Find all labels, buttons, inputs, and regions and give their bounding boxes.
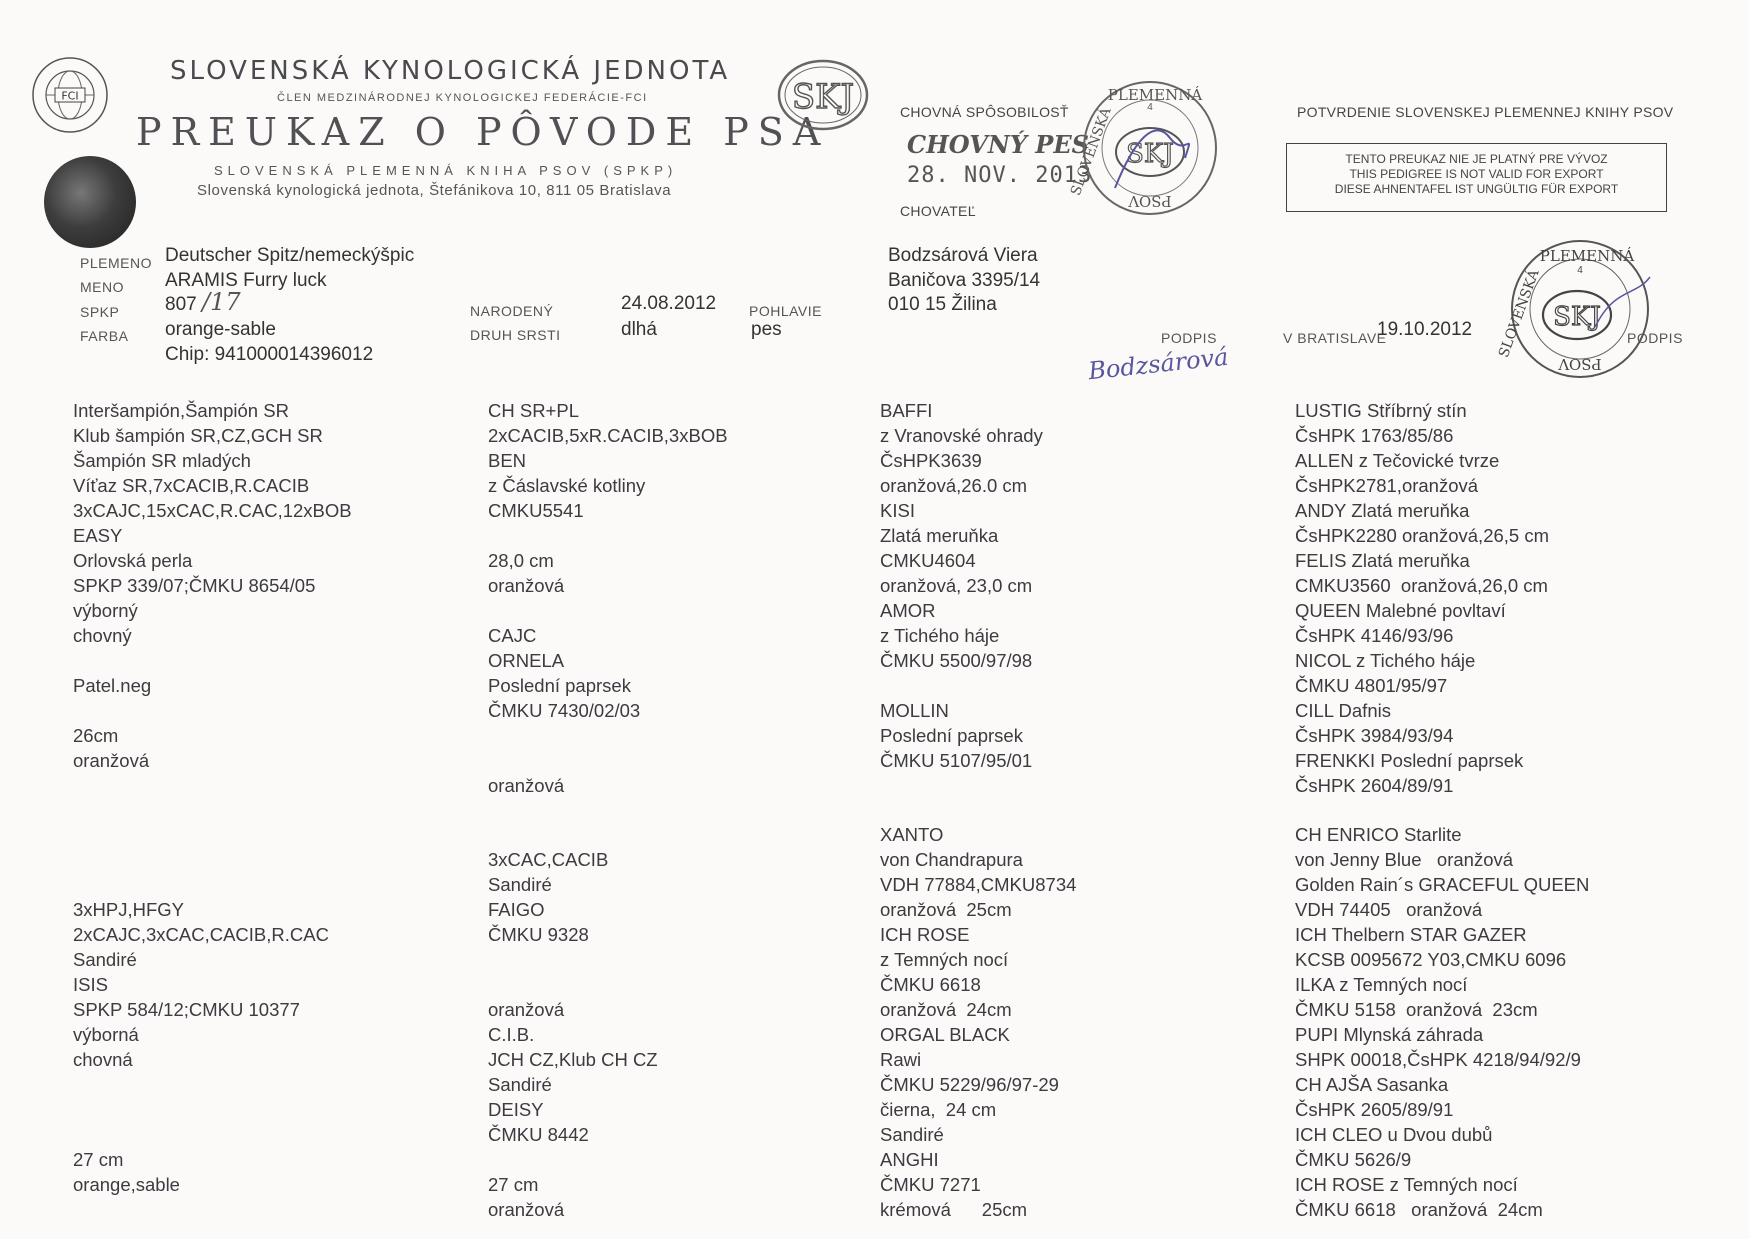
- pedigree-line: ČMKU 5229/96/97-29: [880, 1074, 1059, 1095]
- pedigree-line: čierna, 24 cm: [880, 1099, 997, 1120]
- pedigree-col4-top: [1295, 398, 1549, 798]
- pedigree-col2-top: [488, 398, 728, 798]
- pedigree-line: ISIS: [73, 974, 108, 995]
- pedigree-line: ORGAL BLACK: [880, 1024, 1010, 1045]
- pedigree-line: ČsHPK 4146/93/96: [1295, 625, 1454, 646]
- pedigree-line: 3xCAJC,15xCAC,R.CAC,12xBOB: [73, 500, 352, 521]
- document-title: PREUKAZ O PÔVODE PSA: [136, 110, 830, 154]
- breeding-stamp: CHOVNÝ PES: [907, 130, 1089, 159]
- pedigree-line: z Čáslavské kotliny: [488, 475, 646, 496]
- export-notice-line: TENTO PREUKAZ NIE JE PLATNÝ PRE VÝVOZ: [1345, 152, 1608, 166]
- pedigree-line: XANTO: [880, 824, 944, 845]
- pedigree-line: oranžová: [488, 575, 565, 596]
- pedigree-line: krémová 25cm: [880, 1199, 1028, 1220]
- pedigree-line: CILL Dafnis: [1295, 700, 1391, 721]
- skj-logo: [775, 58, 871, 132]
- coat-label: DRUH SRSTI: [470, 327, 561, 343]
- breeding-label: CHOVNÁ SPÔSOBILOSŤ: [900, 104, 1069, 120]
- owner-name: Bodzsárová Viera: [888, 245, 1038, 266]
- pedigree-line: CH SR+PL: [488, 400, 579, 421]
- spkp-handwritten: /17: [202, 288, 241, 316]
- pedigree-line: FAIGO: [488, 899, 545, 920]
- export-notice-line: THIS PEDIGREE IS NOT VALID FOR EXPORT: [1349, 167, 1604, 181]
- pedigree-line: SPKP 339/07;ČMKU 8654/05: [73, 575, 316, 596]
- pedigree-line: Rawi: [880, 1049, 922, 1070]
- coat-value: dlhá: [621, 319, 657, 340]
- pedigree-line: ČMKU 6618 oranžová 24cm: [1295, 1199, 1543, 1220]
- pedigree-line: [488, 723, 728, 748]
- pedigree-col1-top: [73, 398, 352, 773]
- confirmation-label: POTVRDENIE SLOVENSKEJ PLEMENNEJ KNIHY PSOV: [1297, 104, 1674, 120]
- registry-name: SLOVENSKÁ PLEMENNÁ KNIHA PSOV (SPKP): [214, 163, 678, 178]
- pedigree-line: von Jenny Blue oranžová: [1295, 849, 1514, 870]
- org-name: SLOVENSKÁ KYNOLOGICKÁ JEDNOTA: [170, 56, 731, 86]
- pedigree-line: CMKU5541: [488, 500, 584, 521]
- pedigree-line: [488, 523, 728, 548]
- pedigree-line: CH ENRICO Starlite: [1295, 824, 1462, 845]
- pedigree-line: [73, 698, 352, 723]
- pedigree-line: ČsHPK 2605/89/91: [1295, 1099, 1454, 1120]
- pedigree-line: Golden Rain´s GRACEFUL QUEEN: [1295, 874, 1590, 895]
- pedigree-line: [488, 1147, 658, 1172]
- pedigree-line: ANDY Zlatá meruňka: [1295, 500, 1470, 521]
- pedigree-line: Šampión SR mladých: [73, 450, 251, 471]
- pedigree-line: výborný: [73, 600, 138, 621]
- pedigree-line: Poslední paprsek: [488, 675, 631, 696]
- spkp-label: SPKP: [80, 304, 120, 320]
- pedigree-line: JCH CZ,Klub CH CZ: [488, 1049, 658, 1070]
- pedigree-line: ALLEN z Tečovické tvrze: [1295, 450, 1500, 471]
- pedigree-line: ČMKU 5626/9: [1295, 1149, 1412, 1170]
- pedigree-col3-bottom: [880, 822, 1076, 1222]
- pedigree-line: 28,0 cm: [488, 550, 554, 571]
- svg-text:4: 4: [1577, 265, 1583, 276]
- spkp-value: 807: [165, 294, 197, 315]
- pedigree-line: orange,sable: [73, 1174, 180, 1195]
- pedigree-line: ČsHPK2280 oranžová,26,5 cm: [1295, 525, 1549, 546]
- pedigree-line: [73, 1122, 329, 1147]
- owner-signature: Bodzsárová: [1086, 342, 1230, 386]
- pedigree-line: ICH CLEO u Dvou dubů: [1295, 1124, 1493, 1145]
- pedigree-line: MOLLIN: [880, 700, 949, 721]
- color-value: orange-sable: [165, 319, 276, 340]
- pedigree-line: VDH 77884,CMKU8734: [880, 874, 1077, 895]
- podpis-label-2: PODPIS: [1627, 330, 1683, 346]
- breed-value: Deutscher Spitz/nemeckýšpic: [165, 245, 415, 266]
- pedigree-line: QUEEN Malebné povltaví: [1295, 600, 1506, 621]
- official-seal: [1067, 78, 1225, 218]
- svg-text:PSOV: PSOV: [1558, 355, 1602, 373]
- pedigree-line: ORNELA: [488, 650, 565, 671]
- pedigree-line: oranžová 24cm: [880, 999, 1012, 1020]
- svg-text:PLEMENNÁ: PLEMENNÁ: [1539, 247, 1635, 265]
- pedigree-line: Sandiré: [880, 1124, 944, 1145]
- pedigree-line: 2xCAJC,3xCAC,CACIB,R.CAC: [73, 924, 329, 945]
- breeding-stamp-date: 28. NOV. 2013: [907, 163, 1093, 188]
- pedigree-line: CMKU4604: [880, 550, 976, 571]
- svg-text:SKJ: SKJ: [791, 77, 855, 117]
- pedigree-line: ILKA z Temných nocí: [1295, 974, 1468, 995]
- pedigree-line: Orlovská perla: [73, 550, 193, 571]
- pedigree-line: Klub šampión SR,CZ,GCH SR: [73, 425, 323, 446]
- breed-label: PLEMENO: [80, 255, 152, 271]
- export-notice-line: DIESE AHNENTAFEL IST UNGÜLTIG FÜR EXPORT: [1334, 182, 1619, 196]
- svg-text:SLOVENSKÁ: SLOVENSKÁ: [1495, 267, 1543, 360]
- pedigree-line: [488, 947, 658, 972]
- export-notice-box: [1286, 143, 1667, 212]
- pedigree-line: [73, 1097, 329, 1122]
- pedigree-line: ČsHPK3639: [880, 450, 982, 471]
- owner-city: 010 15 Žilina: [888, 294, 997, 315]
- pedigree-line: KCSB 0095672 Y03,CMKU 6096: [1295, 949, 1567, 970]
- pedigree-line: ČMKU 5500/97/98: [880, 650, 1033, 671]
- pedigree-line: ČMKU 9328: [488, 924, 589, 945]
- svg-text:SKJ: SKJ: [1553, 302, 1601, 332]
- pedigree-col2-bottom: [488, 847, 658, 1222]
- pedigree-line: oranžová: [488, 775, 565, 796]
- owner-street: Baničova 3395/14: [888, 270, 1041, 291]
- pedigree-line: ČsHPK 2604/89/91: [1295, 775, 1454, 796]
- pedigree-line: Zlatá meruňka: [880, 525, 999, 546]
- pedigree-line: KISI: [880, 500, 915, 521]
- pedigree-line: LUSTIG Stříbrný stín: [1295, 400, 1467, 421]
- pedigree-line: [488, 748, 728, 773]
- hologram-sticker: [44, 156, 136, 248]
- pedigree-col1-bottom: [73, 897, 329, 1197]
- svg-text:4: 4: [1147, 102, 1153, 113]
- pedigree-line: ČMKU 5158 oranžová 23cm: [1295, 999, 1538, 1020]
- sex-label: POHLAVIE: [749, 303, 822, 319]
- born-value: 24.08.2012: [621, 293, 717, 314]
- pedigree-line: chovná: [73, 1049, 133, 1070]
- pedigree-line: oranžová: [73, 750, 150, 771]
- pedigree-col3-top: [880, 398, 1043, 773]
- pedigree-line: SHPK 00018,ČsHPK 4218/94/92/9: [1295, 1049, 1581, 1070]
- color-label: FARBA: [80, 328, 129, 344]
- pedigree-line: [488, 598, 728, 623]
- pedigree-line: AMOR: [880, 600, 936, 621]
- pedigree-line: NICOL z Tichého háje: [1295, 650, 1476, 671]
- pedigree-line: chovný: [73, 625, 132, 646]
- registry-address: Slovenská kynologická jednota, Štefánikova 10, 811 05 Bratislava: [197, 182, 672, 199]
- pedigree-line: 3xHPJ,HFGY: [73, 899, 185, 920]
- pedigree-line: [488, 972, 658, 997]
- podpis-label: PODPIS: [1161, 330, 1217, 346]
- pedigree-line: výborná: [73, 1024, 139, 1045]
- chip-value: Chip: 941000014396012: [165, 344, 374, 365]
- pedigree-line: ČsHPK 1763/85/86: [1295, 425, 1454, 446]
- pedigree-line: [73, 648, 352, 673]
- pedigree-line: ICH ROSE z Temných nocí: [1295, 1174, 1518, 1195]
- pedigree-line: ICH Thelbern STAR GAZER: [1295, 924, 1527, 945]
- pedigree-line: CAJC: [488, 625, 537, 646]
- born-label: NARODENÝ: [470, 303, 554, 319]
- svg-text:PSOV: PSOV: [1128, 192, 1172, 210]
- org-member: ČLEN MEDZINÁRODNEJ KYNOLOGICKEJ FEDERÁCIE-FCI: [277, 92, 648, 104]
- pedigree-line: oranžová 25cm: [880, 899, 1012, 920]
- pedigree-line: VDH 74405 oranžová: [1295, 899, 1483, 920]
- pedigree-col4-bottom: [1295, 822, 1589, 1222]
- pedigree-line: Poslední paprsek: [880, 725, 1023, 746]
- pedigree-line: FELIS Zlatá meruňka: [1295, 550, 1470, 571]
- issue-date: 19.10.2012: [1377, 319, 1473, 340]
- pedigree-line: ČMKU 8442: [488, 1124, 589, 1145]
- svg-text:PLEMENNÁ: PLEMENNÁ: [1107, 86, 1203, 104]
- pedigree-line: C.I.B.: [488, 1024, 535, 1045]
- svg-text:FCI: FCI: [61, 89, 79, 103]
- pedigree-line: ČsHPK2781,oranžová: [1295, 475, 1479, 496]
- breeder-label: CHOVATEĽ: [900, 203, 976, 219]
- pedigree-line: ČMKU 4801/95/97: [1295, 675, 1448, 696]
- pedigree-line: Sandiré: [488, 874, 552, 895]
- pedigree-line: ČMKU 5107/95/01: [880, 750, 1033, 771]
- fci-logo: [30, 55, 110, 135]
- official-seal-2: [1495, 237, 1655, 382]
- pedigree-line: ČMKU 7430/02/03: [488, 700, 641, 721]
- svg-text:SKJ: SKJ: [1126, 139, 1174, 169]
- pedigree-line: z Tichého háje: [880, 625, 1000, 646]
- pedigree-line: BAFFI: [880, 400, 933, 421]
- pedigree-line: [880, 673, 1043, 698]
- pedigree-line: von Chandrapura: [880, 849, 1023, 870]
- pedigree-line: CMKU3560 oranžová,26,0 cm: [1295, 575, 1548, 596]
- svg-text:SLOVENSKÁ: SLOVENSKÁ: [1067, 105, 1115, 198]
- pedigree-line: Sandiré: [488, 1074, 552, 1095]
- pedigree-line: [73, 1072, 329, 1097]
- pedigree-line: z Vranovské ohrady: [880, 425, 1043, 446]
- pedigree-line: Interšampión,Šampión SR: [73, 400, 289, 421]
- place-label: V BRATISLAVE: [1283, 330, 1387, 346]
- name-value: ARAMIS Furry luck: [165, 270, 327, 291]
- pedigree-line: 3xCAC,CACIB: [488, 849, 609, 870]
- pedigree-line: oranžová: [488, 999, 565, 1020]
- pedigree-line: ČMKU 7271: [880, 1174, 981, 1195]
- pedigree-line: oranžová: [488, 1199, 565, 1220]
- pedigree-line: Sandiré: [73, 949, 137, 970]
- pedigree-line: 27 cm: [488, 1174, 539, 1195]
- pedigree-line: z Temných nocí: [880, 949, 1009, 970]
- pedigree-line: PUPI Mlynská záhrada: [1295, 1024, 1484, 1045]
- pedigree-line: 27 cm: [73, 1149, 124, 1170]
- pedigree-line: CH AJŠA Sasanka: [1295, 1074, 1449, 1095]
- pedigree-line: oranžová,26.0 cm: [880, 475, 1028, 496]
- pedigree-line: BEN: [488, 450, 527, 471]
- pedigree-line: ČMKU 6618: [880, 974, 981, 995]
- pedigree-line: DEISY: [488, 1099, 544, 1120]
- pedigree-line: Patel.neg: [73, 675, 152, 696]
- sex-value: pes: [751, 319, 782, 340]
- name-label: MENO: [80, 279, 124, 295]
- pedigree-line: EASY: [73, 525, 123, 546]
- pedigree-line: ANGHI: [880, 1149, 939, 1170]
- pedigree-line: ICH ROSE: [880, 924, 970, 945]
- pedigree-line: SPKP 584/12;CMKU 10377: [73, 999, 300, 1020]
- pedigree-line: ČsHPK 3984/93/94: [1295, 725, 1454, 746]
- pedigree-line: 26cm: [73, 725, 119, 746]
- pedigree-line: Víťaz SR,7xCACIB,R.CACIB: [73, 475, 310, 496]
- pedigree-line: oranžová, 23,0 cm: [880, 575, 1033, 596]
- pedigree-line: FRENKKI Poslední paprsek: [1295, 750, 1524, 771]
- pedigree-line: 2xCACIB,5xR.CACIB,3xBOB: [488, 425, 728, 446]
